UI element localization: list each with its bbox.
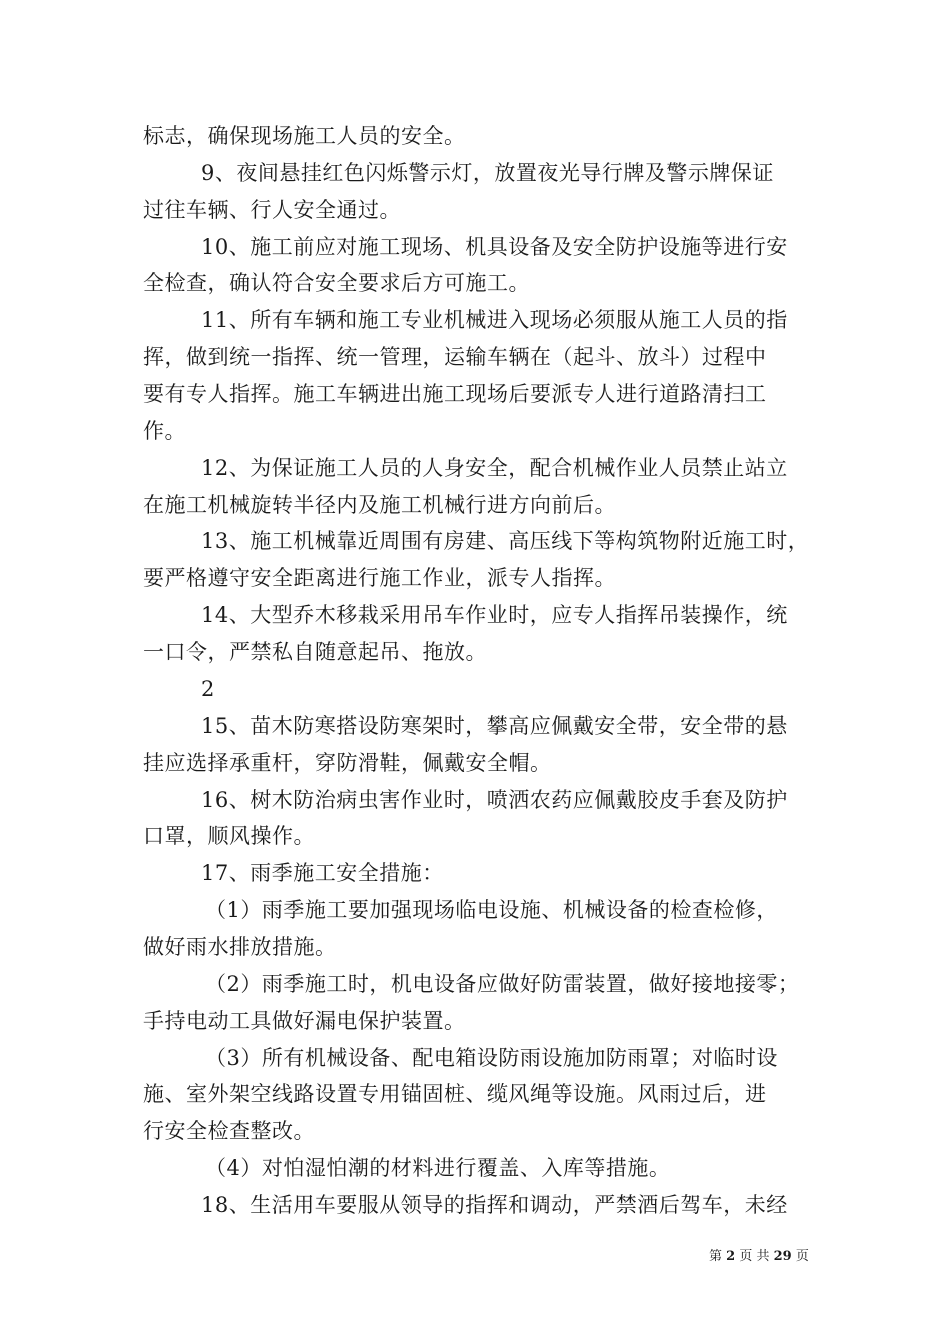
body-line: 挥，做到统一指挥、统一管理，运输车辆在（起斗、放斗）过程中 xyxy=(143,345,767,369)
page-marker: 2 xyxy=(201,677,215,701)
body-line: 作。 xyxy=(143,419,186,443)
body-line: 口罩，顺风操作。 xyxy=(143,824,315,848)
body-line: 挂应选择承重杆，穿防滑鞋，佩戴安全帽。 xyxy=(143,751,552,775)
body-line: 过往车辆、行人安全通过。 xyxy=(143,198,401,222)
body-line: 17、雨季施工安全措施： xyxy=(201,861,444,885)
body-line: 行安全检查整改。 xyxy=(143,1119,315,1143)
body-line: 13、施工机械靠近周围有房建、高压线下等构筑物附近施工时， xyxy=(201,529,810,553)
footer-prefix: 第 xyxy=(709,1249,723,1264)
body-line: 要严格遵守安全距离进行施工作业，派专人指挥。 xyxy=(143,566,616,590)
body-line: 18、生活用车要服从领导的指挥和调动，严禁酒后驾车，未经 xyxy=(201,1193,788,1217)
body-line: 做好雨水排放措施。 xyxy=(143,935,337,959)
body-line: 一口令，严禁私自随意起吊、拖放。 xyxy=(143,640,487,664)
body-line: （2）雨季施工时，机电设备应做好防雷装置，做好接地接零； xyxy=(205,972,800,996)
body-line: 10、施工前应对施工现场、机具设备及安全防护设施等进行安 xyxy=(201,235,788,259)
body-line: 12、为保证施工人员的人身安全，配合机械作业人员禁止站立 xyxy=(201,456,788,480)
body-line: 14、大型乔木移栽采用吊车作业时，应专人指挥吊装操作，统 xyxy=(201,603,788,627)
body-line: 全检查，确认符合安全要求后方可施工。 xyxy=(143,271,530,295)
body-line: 要有专人指挥。施工车辆进出施工现场后要派专人进行道路清扫工 xyxy=(143,382,767,406)
footer-total-pages: 29 xyxy=(773,1249,792,1264)
footer-current-page: 2 xyxy=(726,1249,736,1264)
body-line: 15、苗木防寒搭设防寒架时，攀高应佩戴安全带，安全带的悬 xyxy=(201,714,788,738)
body-line: （1）雨季施工要加强现场临电设施、机械设备的检查检修， xyxy=(205,898,778,922)
body-line: （4）对怕湿怕潮的材料进行覆盖、入库等措施。 xyxy=(205,1156,671,1180)
body-line: 11、所有车辆和施工专业机械进入现场必须服从施工人员的指 xyxy=(201,308,788,332)
body-line: 标志，确保现场施工人员的安全。 xyxy=(143,124,466,148)
body-line: 施、室外架空线路设置专用锚固桩、缆风绳等设施。风雨过后，进 xyxy=(143,1082,767,1106)
footer-middle: 页 共 xyxy=(739,1249,770,1264)
body-line: 9、夜间悬挂红色闪烁警示灯，放置夜光导行牌及警示牌保证 xyxy=(201,161,774,185)
footer-suffix: 页 xyxy=(795,1249,809,1264)
body-line: 16、树木防治病虫害作业时，喷洒农药应佩戴胶皮手套及防护 xyxy=(201,788,788,812)
body-line: 在施工机械旋转半径内及施工机械行进方向前后。 xyxy=(143,493,616,517)
page-number-footer xyxy=(709,1248,809,1266)
body-line: 手持电动工具做好漏电保护装置。 xyxy=(143,1009,466,1033)
body-line: （3）所有机械设备、配电箱设防雨设施加防雨罩；对临时设 xyxy=(205,1046,778,1070)
